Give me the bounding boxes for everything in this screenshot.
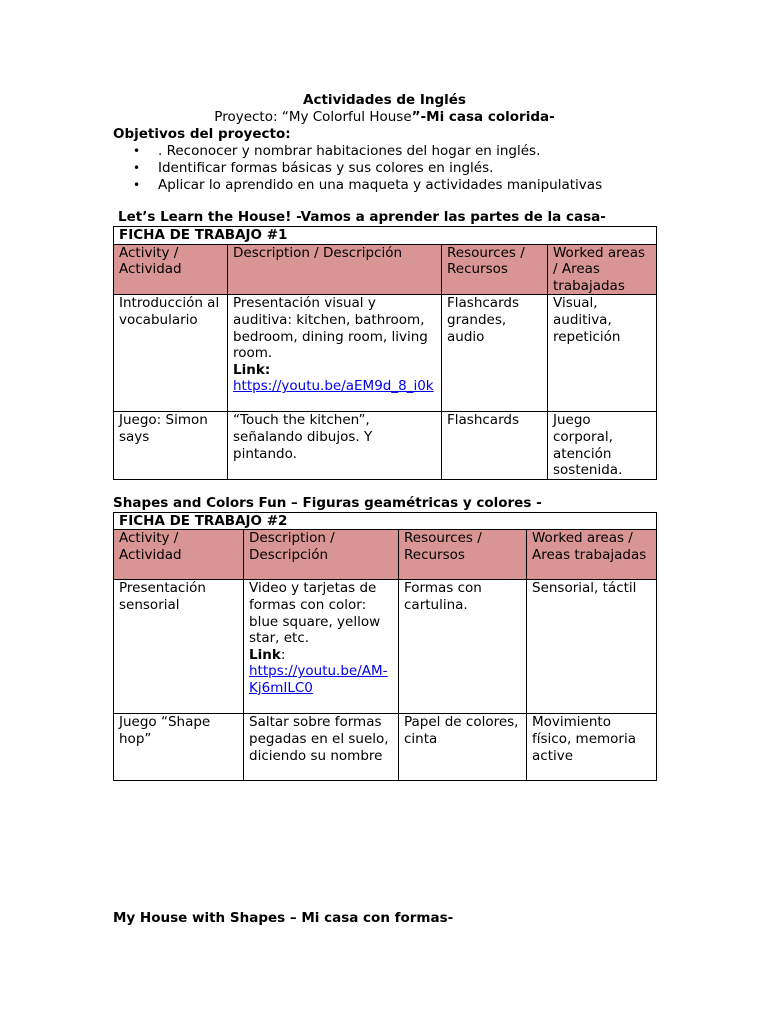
table-header-row — [114, 244, 657, 295]
objectives-list — [113, 143, 656, 194]
table-row — [114, 580, 657, 714]
cell-areas: Sensorial, táctil — [527, 580, 657, 714]
cell-description: “Touch the kitchen”, señalando dibujos. Y pintando. — [228, 412, 442, 479]
cell-activity: Juego “Shape hop” — [114, 714, 244, 781]
objective-item: • Aplicar lo aprendido en una maqueta y actividades manipulativas — [133, 177, 603, 193]
link-label-line — [249, 647, 393, 664]
link-label-colon: : — [280, 646, 286, 663]
cell-resources: Formas con cartulina. — [399, 580, 527, 714]
header-activity: Activity / Actividad — [114, 530, 244, 580]
cell-resources: Flashcards — [442, 412, 548, 479]
document-page — [113, 92, 656, 781]
table-row — [114, 412, 657, 479]
cell-resources: Flashcards grandes, audio — [442, 295, 548, 412]
ficha-title-row — [114, 227, 657, 245]
header-description: Description / Descripción — [244, 530, 399, 580]
ficha-table-1 — [113, 226, 657, 480]
cell-resources: Papel de colores, cinta — [399, 714, 527, 781]
project-subtitle-prefix: Proyecto: “My Colorful House — [214, 109, 412, 125]
section1-title: Let’s Learn the House! -Vamos a aprender las partes de la casa- — [118, 209, 606, 225]
description-text: Video y tarjetas de formas con color: blue square, yellow star, etc. — [249, 580, 381, 647]
description-text: Presentación visual y auditiva: kitchen, bathroom, bedroom, dining room, living room. — [233, 295, 428, 362]
table-header-row — [114, 530, 657, 580]
objective-item: • Identificar formas básicas y sus colores en inglés. — [133, 160, 494, 176]
ficha-title: FICHA DE TRABAJO #2 — [114, 512, 657, 530]
bullet-icon: • — [133, 161, 141, 175]
link-label: Link: — [233, 361, 271, 378]
table-row — [114, 714, 657, 781]
objectives-heading: Objetivos del proyecto: — [113, 126, 291, 142]
video-link[interactable]: https://youtu.be/AM-Kj6mILC0 — [249, 663, 388, 696]
project-subtitle — [113, 109, 656, 126]
cell-description — [244, 580, 399, 714]
cell-description — [228, 295, 442, 412]
section2-title: Shapes and Colors Fun – Figuras geamétricas y colores - — [113, 494, 542, 511]
project-subtitle-suffix: ”-Mi casa colorida- — [411, 109, 555, 125]
header-areas: Worked areas / Areas trabajadas — [548, 244, 657, 295]
ficha-table-2 — [113, 512, 657, 782]
header-description: Description / Descripción — [228, 244, 442, 295]
bullet-icon: • — [133, 178, 141, 192]
cell-activity: Presentación sensorial — [114, 580, 244, 714]
cell-areas: Juego corporal, atención sostenida. — [548, 412, 657, 479]
link-label: Link — [249, 646, 281, 663]
section3-title: My House with Shapes – Mi casa con formas- — [113, 910, 454, 926]
video-link[interactable]: https://youtu.be/aEM9d_8_i0k — [233, 378, 434, 395]
table-row — [114, 295, 657, 412]
cell-areas: Visual, auditiva, repetición — [548, 295, 657, 412]
header-activity: Activity / Actividad — [114, 244, 228, 295]
cell-description: Saltar sobre formas pegadas en el suelo, diciendo su nombre — [244, 714, 399, 781]
cell-activity: Introducción al vocabulario — [114, 295, 228, 412]
objective-item: • . Reconocer y nombrar habitaciones del hogar en inglés. — [133, 143, 541, 159]
ficha-title-row — [114, 512, 657, 530]
header-resources: Resources / Recursos — [442, 244, 548, 295]
bullet-icon: • — [133, 144, 141, 158]
header-areas: Worked areas / Areas trabajadas — [527, 530, 657, 580]
header-resources: Resources / Recursos — [399, 530, 527, 580]
ficha-title: FICHA DE TRABAJO #1 — [114, 227, 657, 245]
cell-activity: Juego: Simon says — [114, 412, 228, 479]
document-title: Actividades de Inglés — [303, 92, 466, 108]
cell-areas: Movimiento físico, memoria active — [527, 714, 657, 781]
